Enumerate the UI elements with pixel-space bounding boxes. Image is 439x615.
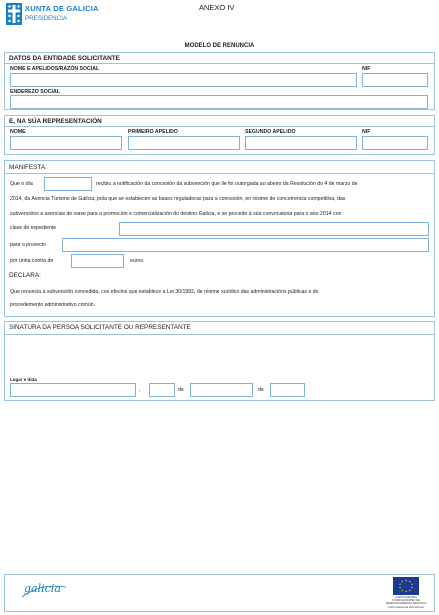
place-date-label: Lugar e data bbox=[10, 377, 37, 382]
eu-line2: FONDO EUROPEO DE bbox=[392, 599, 420, 603]
address-input[interactable] bbox=[10, 95, 428, 109]
nif-label: NIF bbox=[362, 66, 371, 72]
amount-input[interactable] bbox=[71, 254, 124, 268]
project-input[interactable] bbox=[62, 238, 429, 252]
nif-input[interactable] bbox=[362, 73, 428, 87]
manifest-line2: 2014, da Axencia Turismo de Galicia, pola que se establecen as bases reguladoras para a concesión, en réxime de concorrencia competitiva, das bbox=[10, 196, 346, 202]
file-key-input[interactable] bbox=[119, 222, 429, 236]
manifest-line1-prefix: Que o día bbox=[10, 181, 33, 187]
comma-separator: , bbox=[139, 387, 141, 393]
declare-line1: Que renuncia á subvención concedida, cos efectos que establece a Lei 30/1992, de réxime xurídico das administracións públicas e do bbox=[10, 289, 319, 295]
file-key-label: clave de expediente bbox=[10, 225, 57, 231]
representation-heading: E, NA SÚA REPRESENTACIÓN bbox=[9, 118, 102, 125]
currency-label: euros. bbox=[130, 258, 145, 264]
page-title: MODELO DE RENUNCIA bbox=[184, 43, 255, 49]
month-input[interactable] bbox=[190, 383, 253, 397]
eu-line1: UNIÓN EUROPEA bbox=[395, 596, 417, 599]
rep-name-label: NOME bbox=[10, 129, 26, 135]
dept-name: PRESIDENCIA bbox=[25, 15, 67, 22]
eu-line4: Unha maneira de facer Europa bbox=[388, 605, 424, 609]
name-input[interactable] bbox=[10, 73, 357, 87]
galicia-logo: galicia bbox=[24, 582, 61, 595]
galicia-swoosh-icon bbox=[20, 581, 70, 606]
applicant-heading: DATOS DA ENTIDADE SOLICITANTE bbox=[9, 55, 120, 62]
eu-line3: DESENVOLVEMENTO REXIONAL bbox=[385, 602, 427, 606]
amount-label: por unha contía de bbox=[10, 258, 54, 264]
manifest-heading: MANIFESTA: bbox=[9, 164, 47, 171]
rep-nif-input[interactable] bbox=[362, 136, 428, 150]
declare-heading: DECLARA: bbox=[9, 272, 41, 279]
rep-second-surname-input[interactable] bbox=[245, 136, 357, 150]
rep-name-input[interactable] bbox=[10, 136, 122, 150]
place-input[interactable] bbox=[10, 383, 136, 397]
rep-second-surname-label: SEGUNDO APELIDO bbox=[245, 129, 296, 135]
divider bbox=[4, 63, 435, 64]
manifest-line3: subvencións a axencias de viaxe para a promoción e comercialización do destino Galicia, e se procede á súa convocatoria para o ano 2014 con bbox=[10, 211, 342, 217]
de-label: de bbox=[178, 387, 184, 393]
name-label: NOME E APELIDOS/RAZÓN SOCIAL bbox=[10, 66, 100, 72]
signature-heading: SINATURA DA PERSOA SOLICITANTE OU REPRESENTANTE bbox=[9, 324, 191, 331]
year-input[interactable] bbox=[270, 383, 305, 397]
address-label: ENDEREZO SOCIAL bbox=[10, 89, 60, 95]
org-name: XUNTA DE GALICIA bbox=[25, 4, 99, 13]
day-input[interactable] bbox=[149, 383, 175, 397]
rep-nif-label: NIF bbox=[362, 129, 371, 135]
divider bbox=[4, 126, 435, 127]
notification-date-input[interactable] bbox=[44, 177, 92, 191]
xunta-logo bbox=[6, 3, 22, 25]
divider bbox=[4, 173, 435, 174]
de-label: de bbox=[258, 387, 264, 393]
eu-text bbox=[380, 596, 432, 609]
rep-first-surname-input[interactable] bbox=[128, 136, 240, 150]
declare-line2: procedemento administrativo común. bbox=[10, 302, 96, 308]
manifest-line1-suffix: recibiu a notificación da concesión da subvención que lle foi outorgada ao abeiro da Resolución do 4 de marzo de bbox=[96, 181, 358, 187]
annex-label: ANEXO IV bbox=[199, 3, 235, 12]
xunta-cross-icon bbox=[6, 3, 22, 25]
rep-first-surname-label: PRIMEIRO APELIDO bbox=[128, 129, 178, 135]
divider bbox=[4, 334, 435, 335]
project-label: para o proxecto bbox=[10, 242, 47, 248]
